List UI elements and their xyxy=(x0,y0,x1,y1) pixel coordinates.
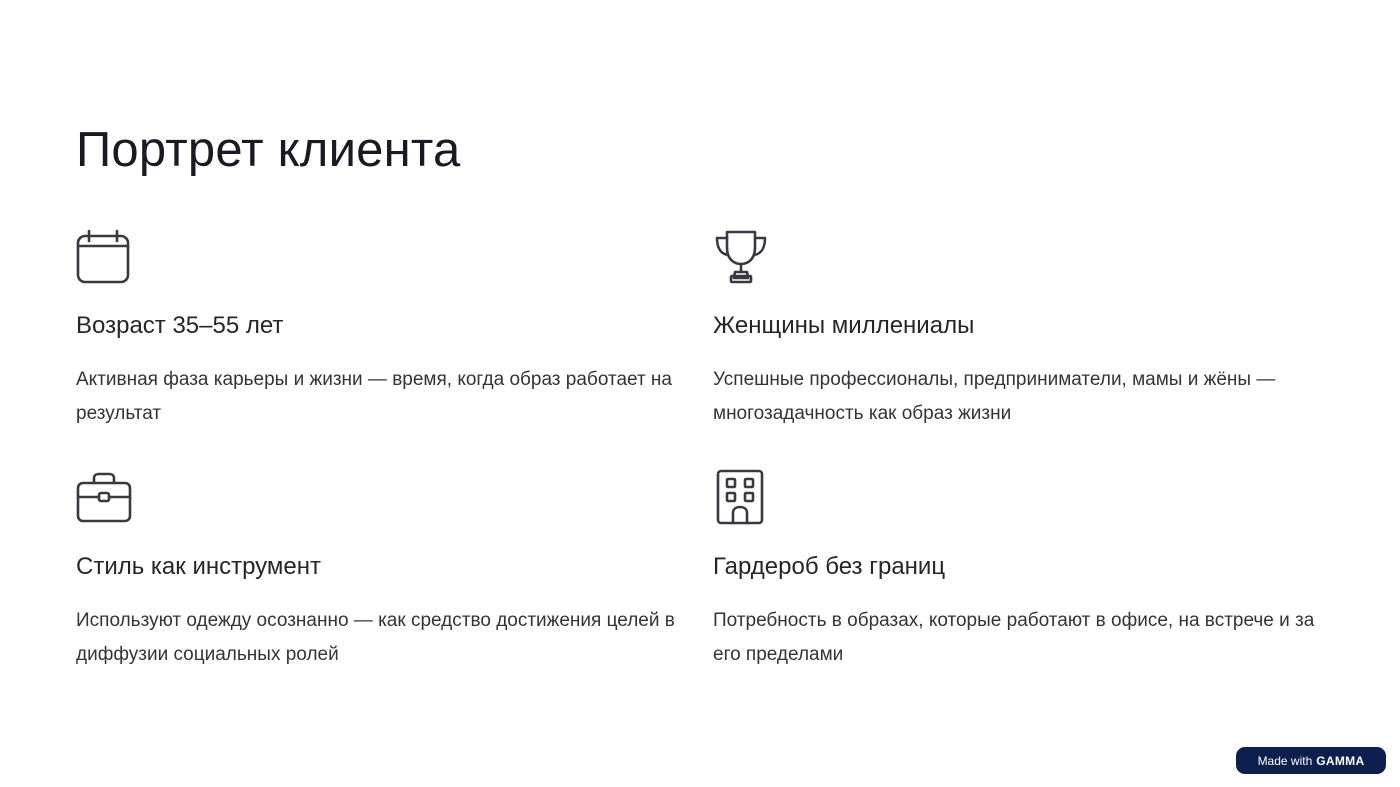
card-heading: Женщины миллениалы xyxy=(713,312,975,339)
card-text: Потребность в образах, которые работают в офисе, на встрече и за его пределами xyxy=(713,610,1315,665)
made-with-gamma-badge[interactable] xyxy=(1236,747,1386,774)
card-text: Активная фаза карьеры и жизни — время, когда образ работает на результат xyxy=(76,369,672,424)
card-age xyxy=(76,228,691,424)
building-icon xyxy=(713,469,769,525)
card-heading: Стиль как инструмент xyxy=(76,553,322,580)
gamma-logo: GAMMA xyxy=(1316,753,1365,768)
briefcase-icon xyxy=(76,469,132,525)
card-millennials xyxy=(713,228,1328,424)
card-text: Используют одежду осознанно — как средство достижения целей в диффузии социальных ролей xyxy=(76,610,675,665)
badge-prefix: Made with xyxy=(1257,753,1313,768)
card-style xyxy=(76,469,691,665)
slide-title: Портрет клиента xyxy=(76,123,461,177)
trophy-icon xyxy=(713,228,769,284)
calendar-icon xyxy=(76,228,132,284)
card-heading: Возраст 35–55 лет xyxy=(76,312,284,339)
card-heading: Гардероб без границ xyxy=(713,553,946,580)
card-text: Успешные профессионалы, предприниматели, мамы и жёны — многозадачность как образ жизни xyxy=(713,369,1276,424)
card-wardrobe xyxy=(713,469,1328,665)
